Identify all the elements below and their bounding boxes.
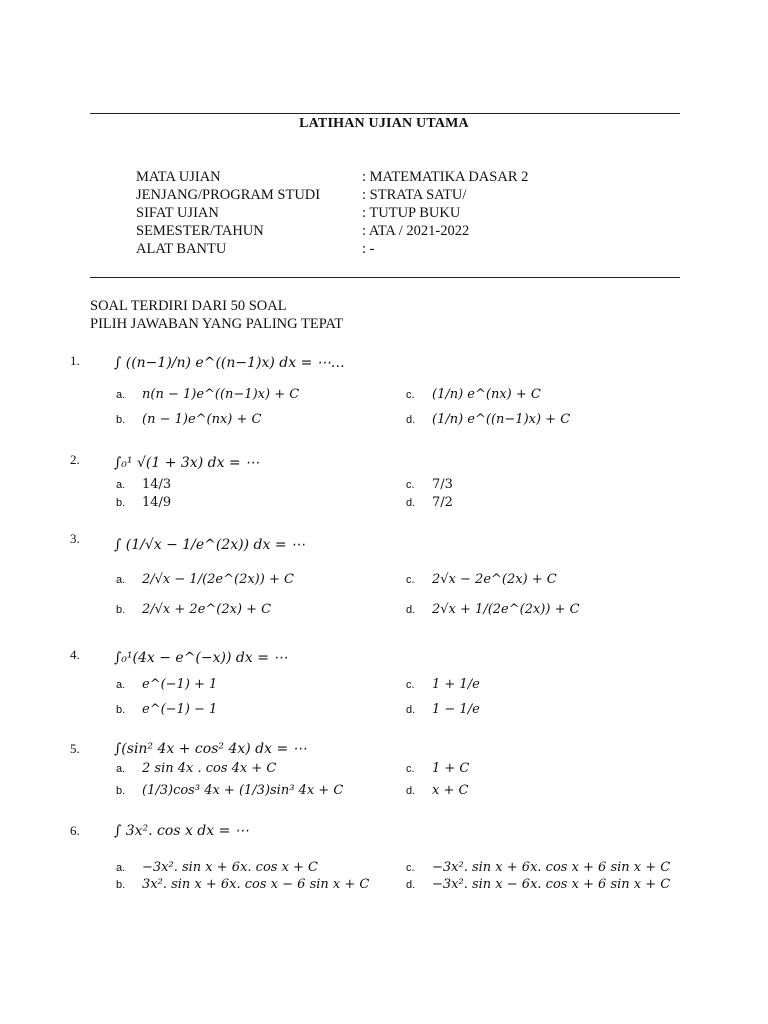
answer-option[interactable]: c. 2√x − 2e^(2x) + C xyxy=(406,572,557,587)
answer-option[interactable]: a. e^(−1) + 1 xyxy=(116,677,218,692)
info-label: ALAT BANTU xyxy=(136,241,227,257)
info-value: : MATEMATIKA DASAR 2 xyxy=(362,169,529,185)
answer-option[interactable]: d. x + C xyxy=(406,783,469,798)
answer-option[interactable]: d. −3x². sin x − 6x. cos x + 6 sin x + C xyxy=(406,877,671,892)
question-text: ∫ ((n−1)/n) e^((n−1)x) dx = ⋯… xyxy=(114,355,345,371)
answer-option[interactable]: b. 2/√x + 2e^(2x) + C xyxy=(116,602,272,617)
answer-option[interactable]: c. 1 + 1/e xyxy=(406,677,480,692)
exam-info-row xyxy=(136,240,528,258)
answer-option[interactable]: a. 14/3 xyxy=(116,477,172,492)
answer-option[interactable]: d. 7/2 xyxy=(406,495,453,510)
answer-option[interactable]: c. (1/n) e^(nx) + C xyxy=(406,387,541,402)
exam-info-block xyxy=(136,168,528,258)
answer-option[interactable]: a. −3x². sin x + 6x. cos x + C xyxy=(116,860,319,875)
question-number: 3. xyxy=(70,531,80,546)
question-number: 4. xyxy=(70,647,80,662)
top-rule xyxy=(90,113,680,114)
answer-option[interactable]: a. n(n − 1)e^((n−1)x) + C xyxy=(116,387,300,402)
instructions xyxy=(90,297,343,333)
exam-info-row xyxy=(136,204,528,222)
question-number: 1. xyxy=(70,353,80,368)
exam-info-row xyxy=(136,222,528,240)
question-number: 6. xyxy=(70,823,80,838)
question-text: ∫ 3x². cos x dx = ⋯ xyxy=(114,823,249,839)
answer-option[interactable]: d. 1 − 1/e xyxy=(406,702,480,717)
answer-option[interactable]: b. e^(−1) − 1 xyxy=(116,702,218,717)
info-value: : - xyxy=(362,241,375,257)
answer-option[interactable]: c. −3x². sin x + 6x. cos x + 6 sin x + C xyxy=(406,860,671,875)
answer-option[interactable]: b. (n − 1)e^(nx) + C xyxy=(116,412,262,427)
question-text: ∫(sin² 4x + cos² 4x) dx = ⋯ xyxy=(114,741,307,757)
answer-option[interactable]: c. 1 + C xyxy=(406,761,470,776)
instruction-line: PILIH JAWABAN YANG PALING TEPAT xyxy=(90,316,344,332)
question-text: ∫ (1/√x − 1/e^(2x)) dx = ⋯ xyxy=(114,537,306,553)
answer-option[interactable]: b. 14/9 xyxy=(116,495,172,510)
question-text: ∫₀¹(4x − e^(−x)) dx = ⋯ xyxy=(114,650,288,666)
document-title: LATIHAN UJIAN UTAMA xyxy=(299,116,469,131)
answer-option[interactable]: c. 7/3 xyxy=(406,477,453,492)
info-label: MATA UJIAN xyxy=(136,169,221,185)
question-number: 5. xyxy=(70,741,80,756)
info-bottom-rule xyxy=(90,277,680,278)
question-text: ∫₀¹ √(1 + 3x) dx = ⋯ xyxy=(114,455,260,471)
answer-option[interactable]: b. (1/3)cos³ 4x + (1/3)sin³ 4x + C xyxy=(116,783,344,798)
info-value: : ATA / 2021-2022 xyxy=(362,223,470,239)
info-value: : STRATA SATU/ xyxy=(362,187,467,203)
question-number: 2. xyxy=(70,452,80,467)
info-label: SIFAT UJIAN xyxy=(136,205,219,221)
info-label: SEMESTER/TAHUN xyxy=(136,223,264,239)
answer-option[interactable]: a. 2/√x − 1/(2e^(2x)) + C xyxy=(116,572,294,587)
exam-info-row xyxy=(136,186,528,204)
info-value: : TUTUP BUKU xyxy=(362,205,461,221)
answer-option[interactable]: a. 2 sin 4x . cos 4x + C xyxy=(116,761,277,776)
answer-option[interactable]: d. 2√x + 1/(2e^(2x)) + C xyxy=(406,602,580,617)
instruction-line: SOAL TERDIRI DARI 50 SOAL xyxy=(90,298,287,314)
answer-option[interactable]: d. (1/n) e^((n−1)x) + C xyxy=(406,412,571,427)
info-label: JENJANG/PROGRAM STUDI xyxy=(136,187,321,203)
exam-info-row xyxy=(136,168,528,186)
answer-option[interactable]: b. 3x². sin x + 6x. cos x − 6 sin x + C xyxy=(116,877,370,892)
